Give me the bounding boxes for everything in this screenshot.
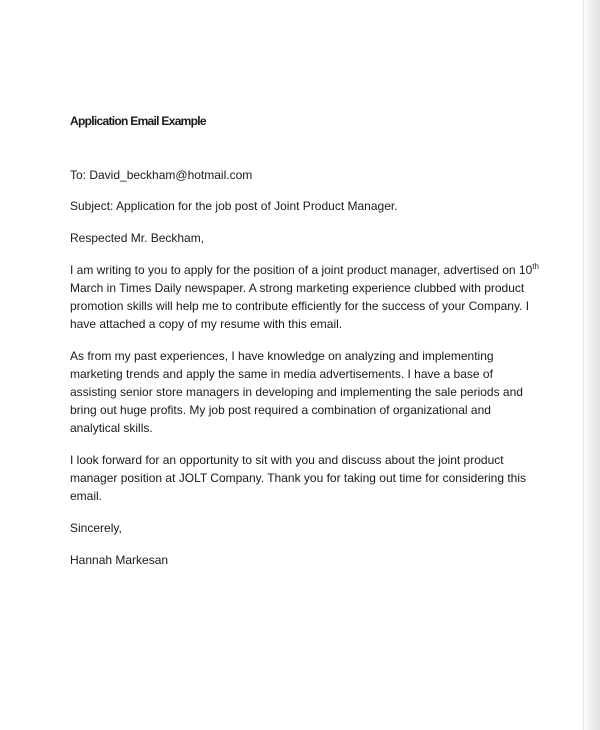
- letter-body: [70, 114, 550, 569]
- signature-name: Hannah Markesan: [70, 553, 169, 567]
- paragraph-intro-start: I am writing to you to apply for the position of a joint product manager, advertised on 10: [70, 263, 533, 277]
- page-shadow-edge: [583, 0, 600, 730]
- salutation: Respected Mr. Beckham,: [70, 231, 205, 245]
- paragraph-intro: [70, 261, 542, 333]
- paragraph-closing: I look forward for an opportunity to sit with you and discuss about the joint product manager position at JOLT Company. Thank you for taking out time for considering this email.: [70, 453, 527, 503]
- paragraph-experience: As from my past experiences, I have knowledge on analyzing and implementing marketing trends and apply the same in media advertisements. I have a base of assisting senior store managers in developing and implementing the sale periods and bring out huge profits. My job post required a combination of organizational and analytical skills.: [70, 349, 523, 435]
- document-title: Application Email Example: [70, 114, 206, 128]
- recipient-line: To: David_beckham@hotmail.com: [70, 168, 253, 182]
- subject-line: Subject: Application for the job post of Joint Product Manager.: [70, 199, 398, 213]
- closing-salutation: Sincerely,: [70, 521, 122, 535]
- ordinal-suffix: th: [532, 262, 539, 271]
- paragraph-intro-rest: March in Times Daily newspaper. A strong marketing experience clubbed with product promotion skills will help me to contribute efficiently for the success of your Company. I have attached a copy of my resume with this email.: [70, 281, 530, 331]
